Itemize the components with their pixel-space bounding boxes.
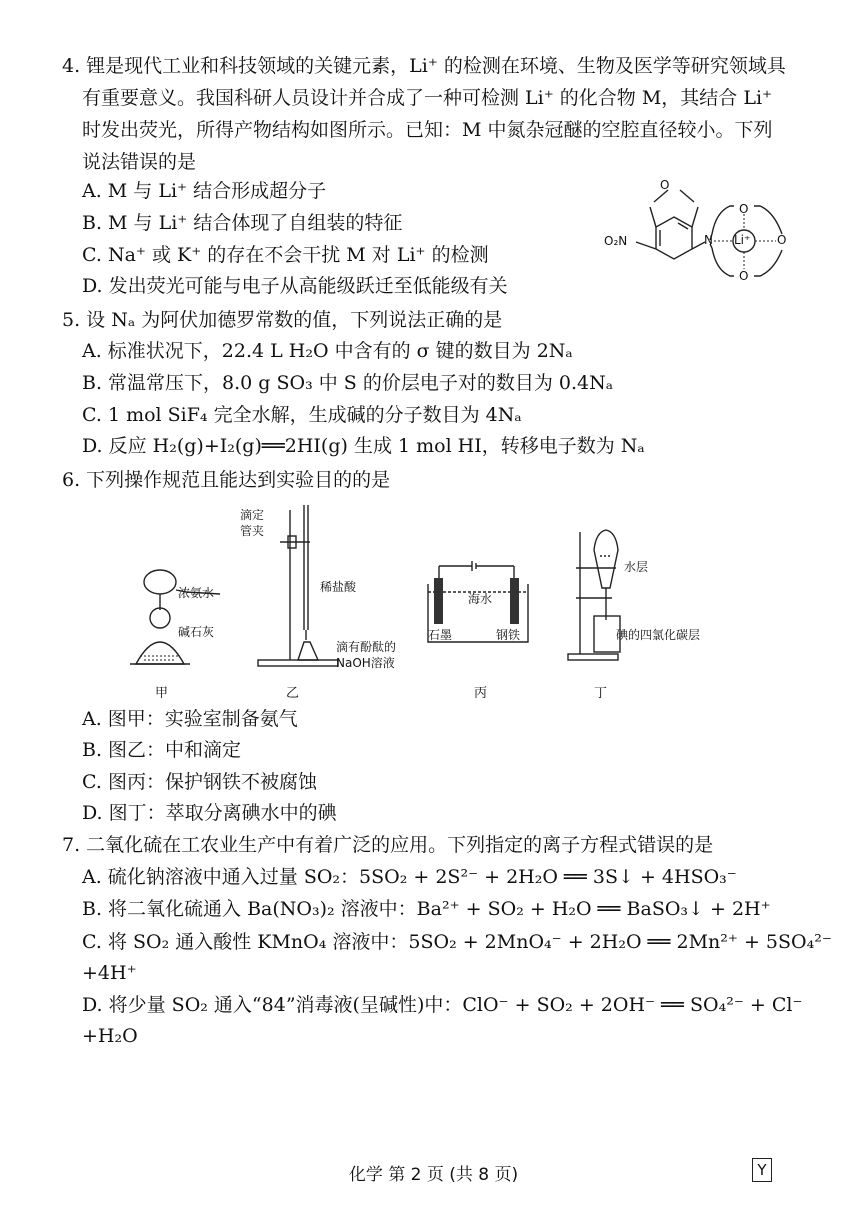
q5-option-a: A. 标准状况下，22.4 L H₂O 中含有的 σ 键的数目为 2Nₐ: [82, 340, 573, 362]
figure-jia: [130, 560, 250, 700]
ding-label-water-layer: 水层: [624, 560, 649, 574]
structure-o-bottom: O: [739, 269, 749, 283]
q5-option-d: D. 反应 H₂(g)+I₂(g)══2HI(g) 生成 1 mol HI，转移电子数为 Nₐ: [82, 435, 645, 457]
bing-caption: 丙: [474, 686, 488, 701]
structure-n-label: N: [704, 233, 713, 247]
page-footer: 化学 第 2 页 (共 8 页): [348, 1165, 519, 1185]
q4-stem-line-4: 说法错误的是: [82, 151, 197, 173]
yi-label-hcl: 稀盐酸: [320, 580, 357, 594]
q7-option-b: B. 将二氧化硫通入 Ba(NO₃)₂ 溶液中：Ba²⁺ + SO₂ + H₂O ══ BaSO₃↓ + 2H⁺: [82, 898, 771, 920]
q4-option-b: B. M 与 Li⁺ 结合体现了自组装的特征: [82, 212, 403, 234]
q7-option-c: C. 将 SO₂ 通入酸性 KMnO₄ 溶液中：5SO₂ + 2MnO₄⁻ + 2H₂O ══ 2Mn²⁺ + 5SO₄²⁻: [82, 931, 832, 953]
version-mark: Y: [752, 1158, 772, 1182]
bing-label-graphite: 石墨: [428, 628, 453, 642]
yi-label-naoh-2: NaOH溶液: [336, 656, 395, 670]
q6-option-a: A. 图甲：实验室制备氨气: [82, 708, 298, 730]
figure-ding: [566, 528, 716, 700]
q6-stem: 6. 下列操作规范且能达到实验目的的是: [62, 469, 391, 491]
q7-option-d-cont: +H₂O: [82, 1025, 138, 1047]
jia-label-ammonia: 浓氨水: [178, 586, 215, 600]
q7-option-d: D. 将少量 SO₂ 通入“84”消毒液(呈碱性)中：ClO⁻ + SO₂ + 2OH⁻ ══ SO₄²⁻ + Cl⁻: [82, 994, 803, 1016]
compound-m-structure: [604, 172, 804, 300]
q4-stem-line-1: 4. 锂是现代工业和科技领域的关键元素，Li⁺ 的检测在环境、生物及医学等研究领域具: [62, 55, 786, 77]
q4-stem-line-3: 时发出荧光，所得产物结构如图所示。已知：M 中氮杂冠醚的空腔直径较小。下列: [82, 119, 773, 141]
q4-option-a: A. M 与 Li⁺ 结合形成超分子: [82, 180, 327, 202]
jia-caption: 甲: [155, 686, 169, 701]
q4-stem-line-2: 有重要意义。我国科研人员设计并合成了一种可检测 Li⁺ 的化合物 M，其结合 Li⁺: [82, 87, 773, 109]
q6-option-d: D. 图丁：萃取分离碘水中的碘: [82, 802, 337, 824]
ding-caption: 丁: [594, 686, 608, 701]
q6-option-b: B. 图乙：中和滴定: [82, 739, 242, 761]
figure-yi: [240, 500, 410, 700]
q4-option-d: D. 发出荧光可能与电子从高能级跃迁至低能级有关: [82, 275, 508, 297]
ding-label-ccl4-layer: 碘的四氯化碳层: [616, 628, 701, 642]
yi-label-clamp-2: 管夹: [240, 524, 265, 538]
figure-bing: [424, 560, 534, 700]
structure-li-label: Li⁺: [734, 233, 751, 247]
structure-o-right: O: [777, 233, 787, 247]
q5-stem: 5. 设 Nₐ 为阿伏加德罗常数的值，下列说法正确的是: [62, 309, 503, 331]
q7-option-a: A. 硫化钠溶液中通入过量 SO₂：5SO₂ + 2S²⁻ + 2H₂O ══ 3S↓ + 4HSO₃⁻: [82, 866, 737, 888]
yi-label-naoh-1: 滴有酚酞的: [336, 640, 397, 654]
jia-label-soda-lime: 碱石灰: [178, 625, 215, 639]
structure-nitro-label: O₂N: [604, 234, 628, 248]
q6-option-c: C. 图丙：保护钢铁不被腐蚀: [82, 771, 317, 793]
yi-label-clamp-1: 滴定: [240, 508, 265, 522]
q5-option-c: C. 1 mol SiF₄ 完全水解，生成碱的分子数目为 4Nₐ: [82, 404, 522, 426]
q4-option-c: C. Na⁺ 或 K⁺ 的存在不会干扰 M 对 Li⁺ 的检测: [82, 244, 489, 266]
structure-o-top: O: [739, 202, 749, 216]
structure-o-label: O: [660, 178, 670, 192]
bing-label-seawater: 海水: [468, 592, 493, 606]
q7-option-c-cont: +4H⁺: [82, 962, 137, 984]
q5-option-b: B. 常温常压下，8.0 g SO₃ 中 S 的价层电子对的数目为 0.4Nₐ: [82, 372, 614, 394]
bing-label-steel: 钢铁: [496, 628, 521, 642]
yi-caption: 乙: [286, 686, 300, 701]
q7-stem: 7. 二氧化硫在工农业生产中有着广泛的应用。下列指定的离子方程式错误的是: [62, 834, 714, 856]
